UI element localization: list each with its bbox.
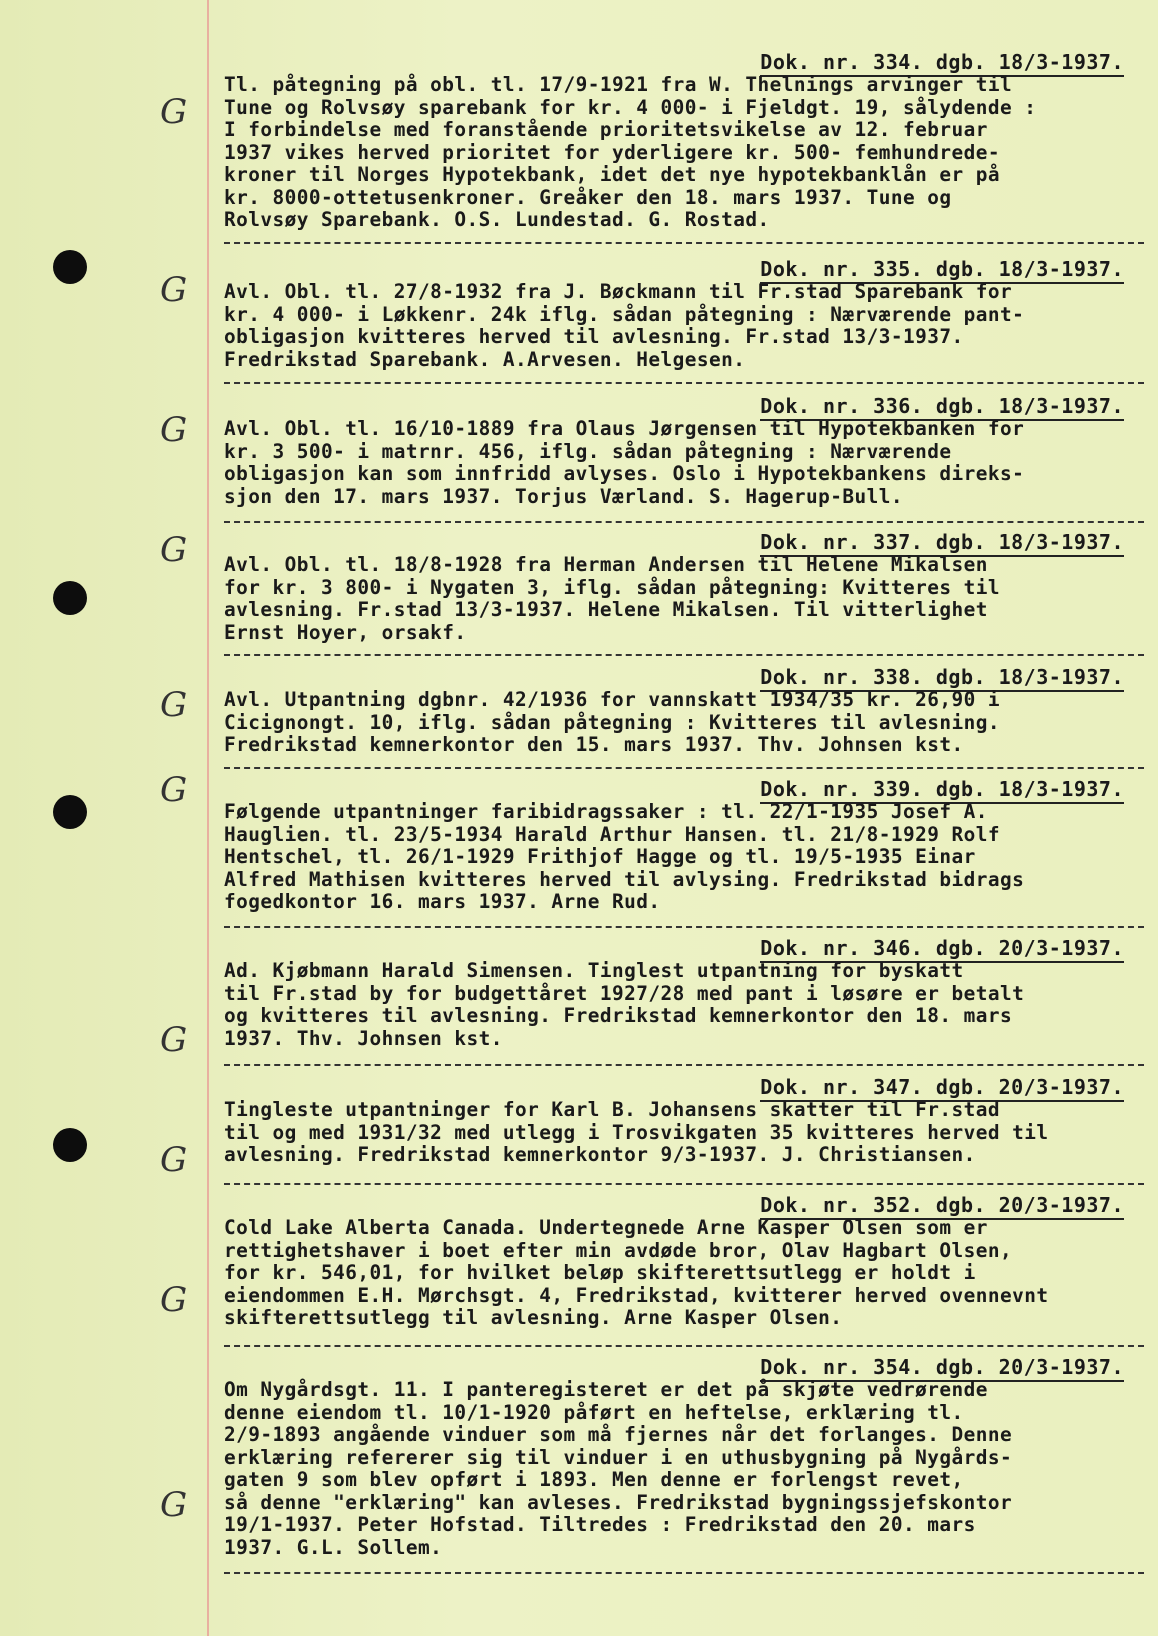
separator-line <box>224 1064 1144 1066</box>
separator-line <box>224 242 1144 244</box>
punch-hole <box>53 1128 87 1162</box>
separator-line <box>224 1183 1144 1185</box>
ledger-entry <box>224 530 1144 644</box>
entry-header: Dok. nr. 339. dgb. 18/3-1937. <box>224 777 1144 801</box>
separator-line <box>224 1345 1144 1347</box>
punch-hole <box>53 581 87 615</box>
entry-text: Tingleste utpantninger for Karl B. Johansens skatter til Fr.stad til og med 1931/32 med utlegg i Trosvikgaten 35 kvitteres herved til avlesning. Fredrikstad kemnerkontor 9/3-1937. J. Christiansen. <box>224 1098 1049 1166</box>
entry-text: Avl. Obl. tl. 27/8-1932 fra J. Bøckmann til Fr.stad Sparebank for kr. 4 000- i Løkkenr. 24k iflg. sådan påtegning : Nærværende pant- obligasjon kvitteres herved til avlesning. Fr.stad 13/3-1937. Fredrikstad Sparebank. A.Arvesen. Helgesen. <box>224 280 1025 371</box>
ledger-entry <box>224 394 1144 508</box>
ledger-entry <box>224 50 1144 232</box>
separator-line <box>224 654 1144 656</box>
ledger-entry <box>224 1193 1144 1330</box>
margin-mark: G <box>160 270 188 310</box>
margin-mark: G <box>160 1020 188 1060</box>
margin-mark: G <box>160 1280 188 1320</box>
margin-mark: G <box>160 770 188 810</box>
ledger-entry <box>224 1075 1144 1167</box>
entry-header: Dok. nr. 337. dgb. 18/3-1937. <box>224 530 1144 554</box>
ledger-entry <box>224 257 1144 371</box>
entry-text: Om Nygårdsgt. 11. I panteregisteret er det på skjøte vedrørende denne eiendom tl. 10/1-1920 påført en heftelse, erklæring tl. 2/9-1893 angående vinduer som må fjernes når det forlanges. Denne erklæring refererer sig til vinduer i en uthusbygning på Nygårds- gaten 9 som blev opført i 1893. Men denne er forlengst revet, så denne "erklæring" kan avleses. Fredrikstad bygningssjefskontor 19/1-1937. Peter Hofstad. Tiltredes : Fredrikstad den 20. mars 1937. G.L. Sollem. <box>224 1378 1013 1559</box>
separator-line <box>224 521 1144 523</box>
entry-header: Dok. nr. 354. dgb. 20/3-1937. <box>224 1355 1144 1379</box>
margin-mark: G <box>160 685 188 725</box>
ledger-entry <box>224 936 1144 1050</box>
ledger-entry <box>224 1355 1144 1559</box>
entry-text: Ad. Kjøbmann Harald Simensen. Tinglest utpantning for byskatt til Fr.stad by for budgettåret 1927/28 med pant i løsøre er betalt og kvitteres til avlesning. Fredrikstad kemnerkontor den 18. mars 1937. Thv. Johnsen kst. <box>224 959 1025 1050</box>
entry-header: Dok. nr. 347. dgb. 20/3-1937. <box>224 1075 1144 1099</box>
entry-text: Avl. Obl. tl. 18/8-1928 fra Herman Andersen til Helene Mikalsen for kr. 3 800- i Nygaten 3, iflg. sådan påtegning: Kvitteres til avlesning. Fr.stad 13/3-1937. Helene Mikalsen. Til vitterlighet Ernst Hoyer, orsakf. <box>224 553 1000 644</box>
entry-header: Dok. nr. 338. dgb. 18/3-1937. <box>224 665 1144 689</box>
ledger-entry <box>224 665 1144 757</box>
entry-text: Avl. Obl. tl. 16/10-1889 fra Olaus Jørgensen til Hypotekbanken for kr. 3 500- i matrnr. 456, iflg. sådan påtegning : Nærværende obligasjon kan som innfridd avlyses. Oslo i Hypotekbankens direks- sjon den 17. mars 1937. Torjus Værland. S. Hagerup-Bull. <box>224 417 1025 508</box>
entry-header: Dok. nr. 335. dgb. 18/3-1937. <box>224 257 1144 281</box>
separator-line <box>224 382 1144 384</box>
entry-text: Avl. Utpantning dgbnr. 42/1936 for vannskatt 1934/35 kr. 26,90 i Cicignongt. 10, iflg. sådan påtegning : Kvitteres til avlesning. Fredrikstad kemnerkontor den 15. mars 1937. Thv. Johnsen kst. <box>224 688 1000 756</box>
margin-mark: G <box>160 410 188 450</box>
punch-hole <box>53 795 87 829</box>
margin-mark: G <box>160 1140 188 1180</box>
entry-text: Følgende utpantninger faribidragssaker : tl. 22/1-1935 Josef A. Hauglien. tl. 23/5-1934 Harald Arthur Hansen. tl. 21/8-1929 Rolf Hentschel, tl. 26/1-1929 Frithjof Hagge og tl. 19/5-1935 Einar Alfred Mathisen kvitteres herved til avlysing. Fredrikstad bidrags fogedkontor 16. mars 1937. Arne Rud. <box>224 800 1025 913</box>
entry-header: Dok. nr. 346. dgb. 20/3-1937. <box>224 936 1144 960</box>
entry-header: Dok. nr. 334. dgb. 18/3-1937. <box>224 50 1144 74</box>
entry-header: Dok. nr. 352. dgb. 20/3-1937. <box>224 1193 1144 1217</box>
margin-rule <box>207 0 209 1636</box>
margin-mark: G <box>160 1485 188 1525</box>
separator-line <box>224 1572 1144 1574</box>
margin-mark: G <box>160 92 188 132</box>
entry-text: Tl. påtegning på obl. tl. 17/9-1921 fra W. Thelnings arvinger til Tune og Rolvsøy sparebank for kr. 4 000- i Fjeldgt. 19, sålydende : I forbindelse med foranstående prioritetsvikelse av 12. februar 1937 vikes herved prioritet for yderligere kr. 500- femhundrede- kroner til Norges Hypotekbank, idet det nye hypotekbanklån er på kr. 8000-ottetusenkroner. Greåker den 18. mars 1937. Tune og Rolvsøy Sparebank. O.S. Lundestad. G. Rostad. <box>224 73 1037 231</box>
separator-line <box>224 767 1144 769</box>
ledger-entry <box>224 777 1144 914</box>
margin-mark: G <box>160 530 188 570</box>
entry-text: Cold Lake Alberta Canada. Undertegnede Arne Kasper Olsen som er rettighetshaver i boet efter min avdøde bror, Olav Hagbart Olsen, for kr. 546,01, for hvilket beløp skifterettsutlegg er holdt i eiendommen E.H. Mørchsgt. 4, Fredrikstad, kvitterer herved ovennevnt skifterettsutlegg til avlesning. Arne Kasper Olsen. <box>224 1216 1049 1329</box>
entry-header: Dok. nr. 336. dgb. 18/3-1937. <box>224 394 1144 418</box>
separator-line <box>224 926 1144 928</box>
punch-hole <box>53 250 87 284</box>
